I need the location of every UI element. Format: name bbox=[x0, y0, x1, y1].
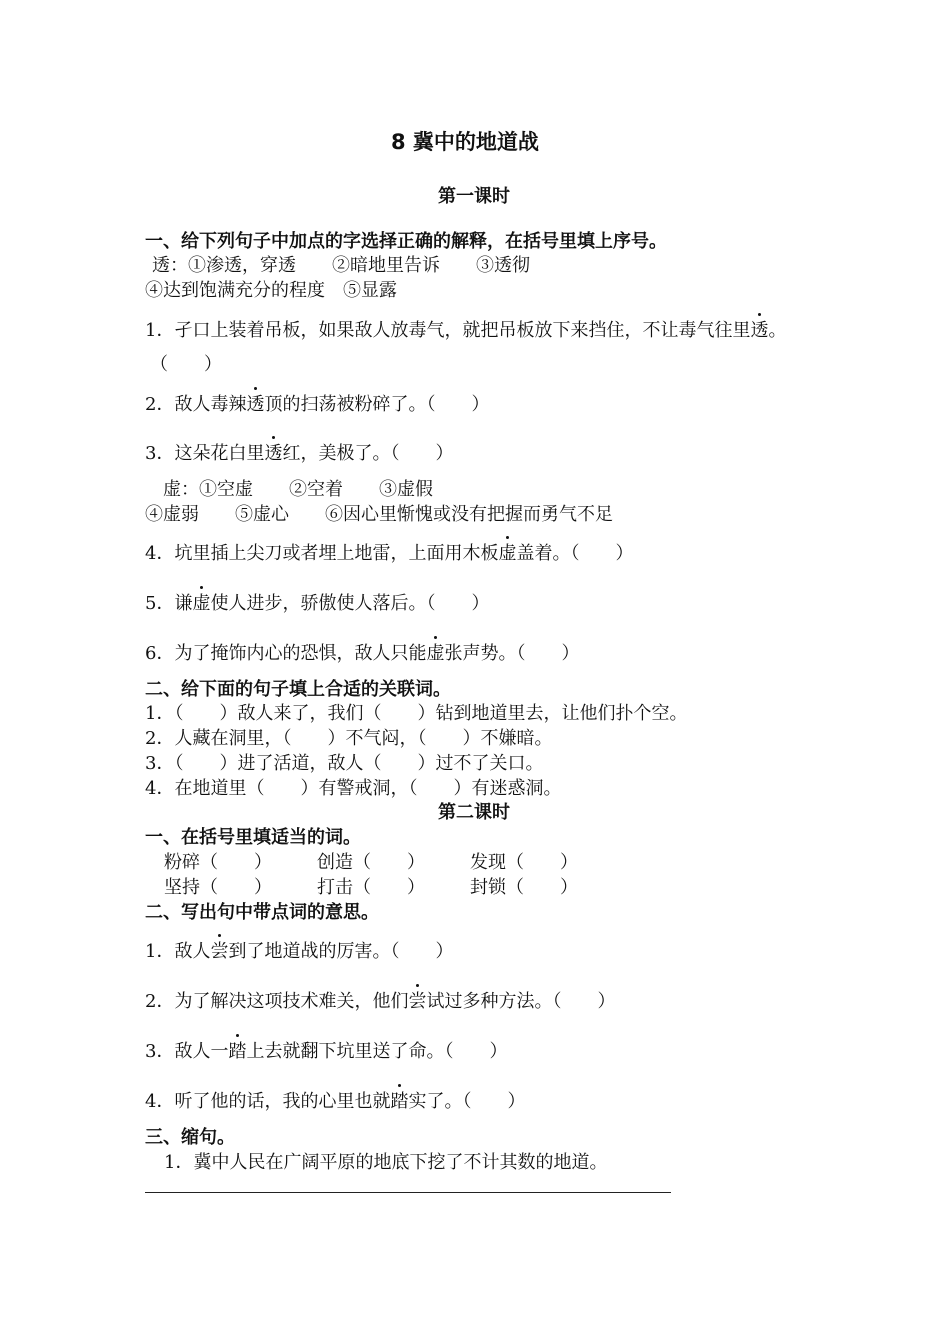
question-text: 3．敌人一 bbox=[145, 1041, 229, 1062]
question-xu-6 bbox=[145, 643, 579, 665]
dotted-char: 虚 bbox=[192, 593, 211, 614]
conjunction-item: 1．（ ）敌人来了，我们（ ）钻到地道里去，让他们扑个空。 bbox=[145, 703, 688, 724]
question-text: 顶的扫荡被粉碎了。（ ） bbox=[264, 394, 490, 415]
question-tou-3 bbox=[145, 443, 453, 465]
fill-word-item: 封锁（ ） bbox=[470, 877, 578, 898]
conjunction-item: 2．人藏在洞里，（ ）不气闷，（ ）不嫌暗。 bbox=[145, 728, 553, 749]
fill-word-item: 创造（ ） bbox=[317, 852, 425, 873]
page-title: 8 冀中的地道战 bbox=[391, 130, 539, 154]
dotted-char: 透 bbox=[750, 320, 769, 341]
question-text: 使人进步，骄傲使人落后。（ ） bbox=[210, 593, 490, 614]
question-tou-1 bbox=[145, 320, 786, 342]
lesson2-heading: 第二课时 bbox=[438, 802, 510, 823]
question-text: 实了。（ ） bbox=[408, 1091, 526, 1112]
lesson2-sec2-instruction: 二、写出句中带点词的意思。 bbox=[145, 902, 379, 923]
question-text: 1．孑口上装着吊板，如果敌人放毒气，就把吊板放下来挡住，不让毒气往里 bbox=[145, 320, 751, 341]
fill-word-item: 粉碎（ ） bbox=[164, 852, 272, 873]
dotted-char: 尝 bbox=[210, 941, 229, 962]
question-xu-5 bbox=[145, 593, 489, 615]
question-text: 2．敌人毒辣 bbox=[145, 394, 247, 415]
question-text: 。 bbox=[768, 320, 787, 341]
lesson2-sec3-instruction: 三、缩句。 bbox=[145, 1127, 235, 1148]
lesson2-sec1-instruction: 一、在括号里填适当的词。 bbox=[145, 827, 361, 848]
question-meaning-4 bbox=[145, 1091, 525, 1113]
fill-word-item: 发现（ ） bbox=[470, 852, 578, 873]
question-text: 盖着。（ ） bbox=[516, 543, 634, 564]
question-meaning-3 bbox=[145, 1041, 507, 1063]
xu-options-line2: ④虚弱 ⑤虚心 ⑥因心里惭愧或没有把握而勇气不足 bbox=[145, 504, 613, 525]
question-text: 3．这朵花白里 bbox=[145, 443, 265, 464]
lesson1-sec1-instruction: 一、给下列句子中加点的字选择正确的解释，在括号里填上序号。 bbox=[145, 231, 667, 252]
question-text: 试过多种方法。（ ） bbox=[426, 991, 616, 1012]
fill-word-item: 打击（ ） bbox=[317, 877, 425, 898]
conjunction-item: 4．在地道里（ ）有警戒洞，（ ）有迷惑洞。 bbox=[145, 778, 562, 799]
question-text: 上去就翻下坑里送了命。（ ） bbox=[246, 1041, 508, 1062]
dotted-char: 透 bbox=[246, 394, 265, 415]
xu-options-line1: 虚：①空虚 ②空着 ③虚假 bbox=[163, 479, 433, 500]
question-text: 5．谦 bbox=[145, 593, 193, 614]
lesson1-heading: 第一课时 bbox=[438, 186, 510, 207]
fill-word-item: 坚持（ ） bbox=[164, 877, 272, 898]
question-text: 2．为了解决这项技术难关，他们 bbox=[145, 991, 409, 1012]
question-text: 4．听了他的话，我的心里也就 bbox=[145, 1091, 391, 1112]
question-tou-2 bbox=[145, 394, 489, 416]
shorten-sentence-item: 1．冀中人民在广阔平原的地底下挖了不计其数的地道。 bbox=[164, 1152, 608, 1173]
dotted-char: 虚 bbox=[426, 643, 445, 664]
question-meaning-2 bbox=[145, 991, 615, 1013]
question-text: 到了地道战的厉害。（ ） bbox=[228, 941, 454, 962]
dotted-char: 尝 bbox=[408, 991, 427, 1012]
dotted-char: 踏 bbox=[390, 1091, 409, 1112]
question-text: 4．坑里插上尖刀或者埋上地雷，上面用木板 bbox=[145, 543, 499, 564]
dotted-char: 透 bbox=[264, 443, 283, 464]
question-text: 1．敌人 bbox=[145, 941, 211, 962]
question-text: 红，美极了。（ ） bbox=[282, 443, 454, 464]
question-meaning-1 bbox=[145, 941, 453, 963]
dotted-char: 虚 bbox=[498, 543, 517, 564]
dotted-char: 踏 bbox=[228, 1041, 247, 1062]
question-xu-4 bbox=[145, 543, 633, 565]
question-text: 张声势。（ ） bbox=[444, 643, 580, 664]
answer-line bbox=[145, 1192, 671, 1193]
tou-options-line2: ④达到饱满充分的程度 ⑤显露 bbox=[145, 280, 397, 301]
answer-paren: （ ） bbox=[150, 354, 222, 375]
question-text: 6．为了掩饰内心的恐惧，敌人只能 bbox=[145, 643, 427, 664]
conjunction-item: 3．（ ）进了活道，敌人（ ）过不了关口。 bbox=[145, 753, 544, 774]
lesson1-sec2-instruction: 二、给下面的句子填上合适的关联词。 bbox=[145, 679, 451, 700]
tou-options-line1: 透：①渗透，穿透 ②暗地里告诉 ③透彻 bbox=[152, 255, 530, 276]
